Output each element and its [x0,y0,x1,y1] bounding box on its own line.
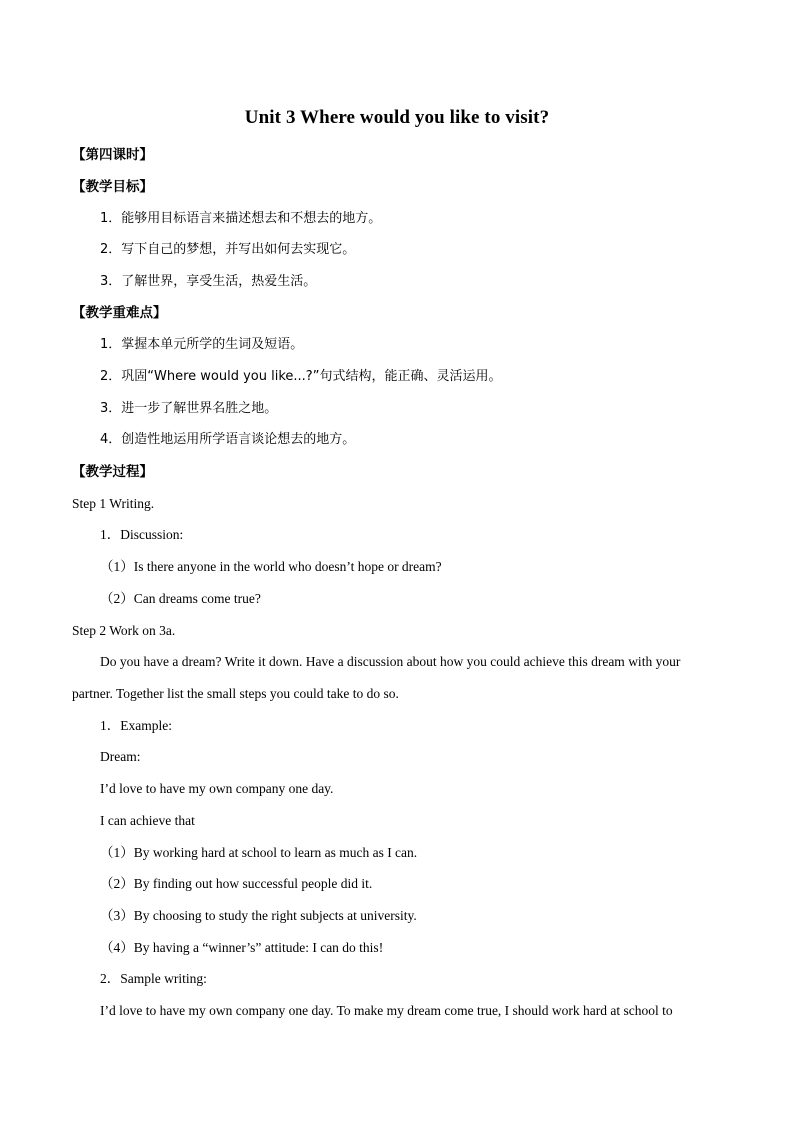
page-title: Unit 3 Where would you like to visit? [244,107,550,128]
sample-writing-text: I’d love to have my own company one day. To make my dream come true, I should work hard at school to [100,1003,673,1018]
lesson-label: 【第四课时】 [72,147,153,163]
sample-writing-label: 2．Sample writing: [100,971,207,986]
achieve-step: （1）By working hard at school to learn as much as I can. [100,845,418,860]
goal-item: 3．了解世界，享受生活，热爱生活。 [100,274,317,289]
discussion-question: （2）Can dreams come true? [100,591,261,606]
achieve-step: （2）By finding out how successful people did it. [100,876,373,891]
process-heading: 【教学过程】 [72,464,153,480]
achieve-step: （3）By choosing to study the right subjects at university. [100,908,417,923]
goal-item: 1．能够用目标语言来描述想去和不想去的地方。 [100,211,382,226]
dream-label: Dream: [100,749,141,764]
key-points-heading: 【教学重难点】 [72,305,167,321]
key-point-item: 4．创造性地运用所学语言谈论想去的地方。 [100,432,356,447]
paragraph-line: partner. Together list the small steps you could take to do so. [72,686,399,701]
achieve-step: （4）By having a “winner’s” attitude: I can do this! [100,940,384,955]
discussion-question: （1）Is there anyone in the world who doesn’t hope or dream? [100,559,442,574]
goal-item: 2．写下自己的梦想，并写出如何去实现它。 [100,242,356,257]
discussion-label: 1．Discussion: [100,527,184,542]
achieve-label: I can achieve that [100,813,195,828]
goals-heading: 【教学目标】 [72,179,153,195]
key-point-item: 1．掌握本单元所学的生词及短语。 [100,337,304,352]
step-2-label: Step 2 Work on 3a. [72,623,176,638]
key-point-item: 3．进一步了解世界名胜之地。 [100,401,278,416]
key-point-item: 2．巩固“Where would you like...?”句式结构，能正确、灵活运用。 [100,369,502,384]
example-label: 1．Example: [100,718,172,733]
paragraph-line: Do you have a dream? Write it down. Have a discussion about how you could achieve this dream with your [100,654,681,669]
step-1-label: Step 1 Writing. [72,496,155,511]
dream-text: I’d love to have my own company one day. [100,781,334,796]
